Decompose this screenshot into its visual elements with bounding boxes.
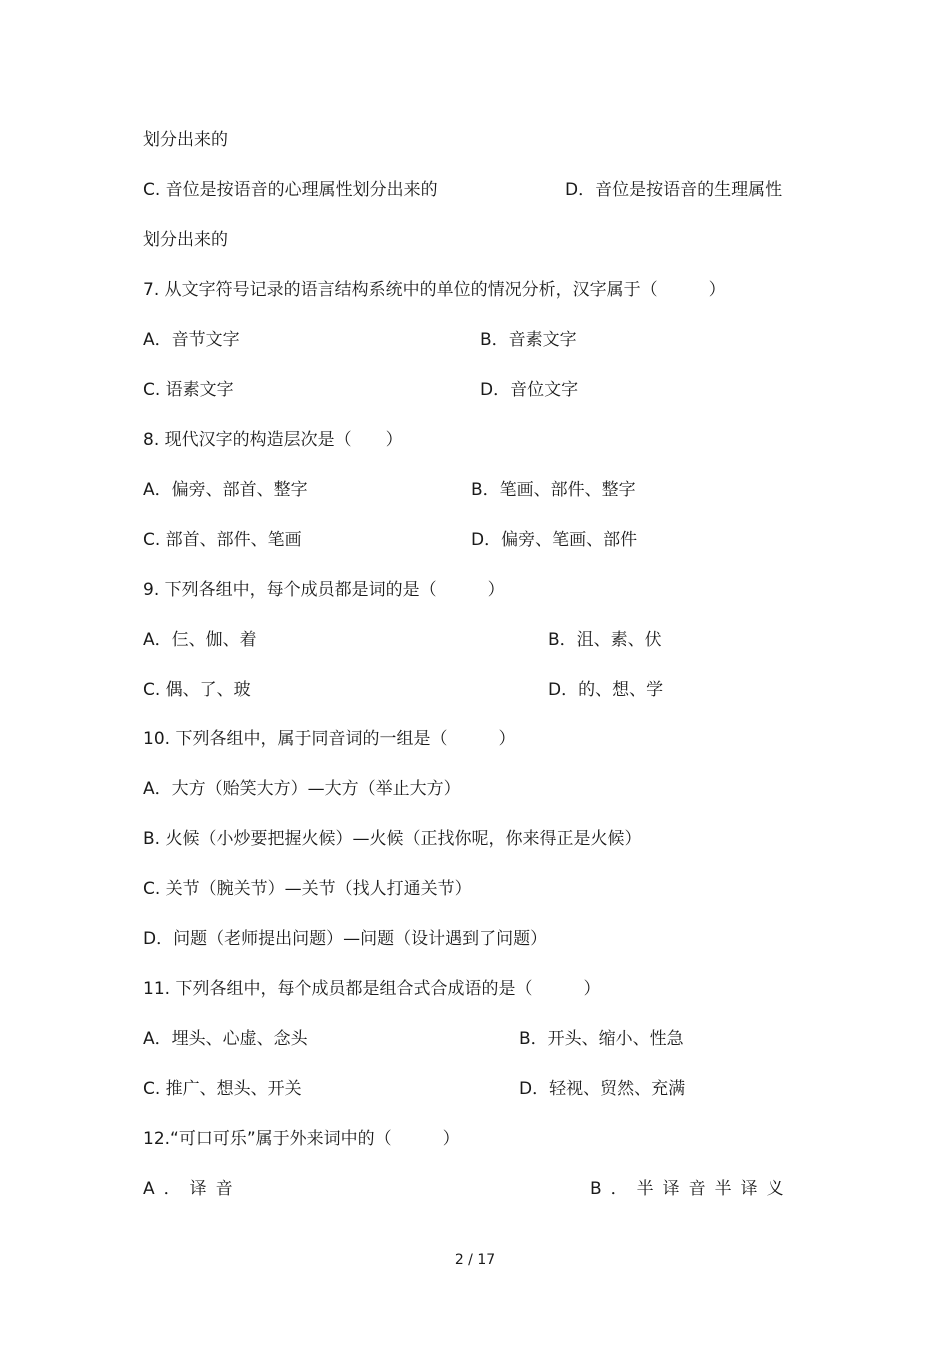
option-b: B．开头、缩小、性急 <box>519 1029 684 1049</box>
option-a: A．偏旁、部首、整字 <box>143 480 308 500</box>
question-7: 7. 从文字符号记录的语言结构系统中的单位的情况分析，汉字属于（ ） <box>143 280 726 300</box>
question-10: 10. 下列各组中，属于同音词的一组是（ ） <box>143 729 516 749</box>
option-d: D．的、想、学 <box>548 680 664 700</box>
option-d: D．音位是按语音的生理属性 <box>565 180 783 200</box>
page-number: 2 / 17 <box>454 1252 496 1268</box>
option-c: C. 语素文字 <box>143 380 234 400</box>
option-d: D．问题（老师提出问题）—问题（设计遇到了问题） <box>143 929 548 949</box>
question-8: 8. 现代汉字的构造层次是（ ） <box>143 430 403 450</box>
option-c: C. 音位是按语音的心理属性划分出来的 <box>143 180 438 200</box>
option-a: A．译音 <box>143 1179 242 1199</box>
option-d: D．偏旁、笔画、部件 <box>471 530 638 550</box>
option-d: D．音位文字 <box>480 380 579 400</box>
option-c: C. 推广、想头、开关 <box>143 1079 302 1099</box>
text-line: 划分出来的 <box>143 230 228 250</box>
option-d: D．轻视、贸然、充满 <box>519 1079 686 1099</box>
option-b: B．半译音半译义 <box>590 1179 793 1199</box>
option-a: A．仨、伽、着 <box>143 630 257 650</box>
option-b: B．笔画、部件、整字 <box>471 480 636 500</box>
option-b: B．沮、素、伏 <box>548 630 662 650</box>
option-a: A．音节文字 <box>143 330 240 350</box>
option-c: C. 关节（腕关节）—关节（找人打通关节） <box>143 879 472 899</box>
option-c: C. 偶、了、玻 <box>143 680 251 700</box>
option-a: A．埋头、心虚、念头 <box>143 1029 308 1049</box>
text-line: 划分出来的 <box>143 130 228 150</box>
question-11: 11. 下列各组中，每个成员都是组合式合成语的是（ ） <box>143 979 601 999</box>
option-b: B．音素文字 <box>480 330 577 350</box>
question-12: 12.“可口可乐”属于外来词中的（ ） <box>143 1129 460 1149</box>
option-b: B. 火候（小炒要把握火候）—火候（正找你呢，你来得正是火候） <box>143 829 642 849</box>
question-9: 9. 下列各组中，每个成员都是词的是（ ） <box>143 580 505 600</box>
option-c: C. 部首、部件、笔画 <box>143 530 302 550</box>
option-a: A．大方（贻笑大方）—大方（举止大方） <box>143 779 461 799</box>
